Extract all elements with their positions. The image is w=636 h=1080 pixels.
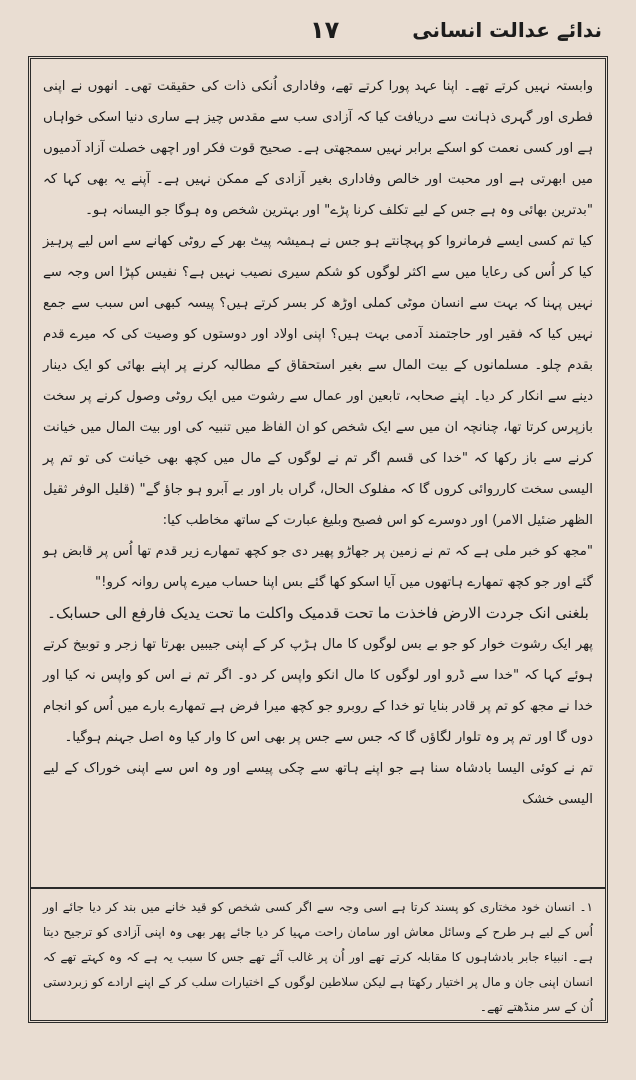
paragraph: پھر ایک رشوت خوار کو جو بے بس لوگوں کا مال ہڑپ کر کے اپنی جیبیں بھرتا تھا زجر و توبیخ کرتے ہوئے کہا کہ "خدا سے ڈرو اور لوگوں کا مال انکو واپس کر دو۔ اگر تم نے اس کو واپس نہ کیا اور خدا نے مجھ کو تم پر قادر بنایا تو خدا کے روبرو جو کچھ میرا فرض ہے تمھارے بارے میں اُس کو انجام دوں گا اور تم پر وہ تلوار لگاؤں گا کہ جس سے جس پر بھی اس کا وار کیا وہ اصل جہنم ہوگیا۔ [43,637,593,745]
main-text [43,71,593,931]
footnote-text: ۱۔ انسان خود مختاری کو پسند کرتا ہے اسی وجہ سے اگر کسی شخص کو قید خانے میں بند کر دیا جائے اور اُس کے لیے ہر طرح کے وسائل معاش اور سامان راحت مہیا کر دیا جائے پھر بھی وہ اپنی آزادی کو ترجیح دیتا ہے۔ انبیاء جابر بادشاہوں کا مقابلہ کرتے تھے اور اُن پر غالب آئے تھے جس کا سبب یہ ہے کہ وہ کہتے تھے کہ انسان اپنی جان و مال پر اختیار رکھتا ہے لیکن سلاطین لوگوں کے اختیارات سلب کر کے اپنے ارادے کو زبردستی اُن کے سر منڈھتے تھے۔ [43,900,593,1014]
running-title: ندائے عدالت انسانی [412,18,602,42]
page-header [20,12,614,54]
paragraph: تم نے کوئی الیسا بادشاہ سنا ہے جو اپنے ہاتھ سے چکی پیسے اور وہ اس سے اپنی خوراک کے لیے الیسی خشک [43,761,593,807]
arabic-quote: بلغنی انک جردت الارض فاخذت ما تحت قدمیک واکلت ما تحت یدیک فارفع الی حسابک۔ [47,604,589,622]
paragraph: وابستہ نہیں کرتے تھے۔ اپنا عہد پورا کرتے تھے، وفاداری اُنکی ذات کی حقیقت تھی۔ انھوں نے اپنی فطری اور گہری ذہانت سے دریافت کیا کہ آزادی سب سے مقدس چیز ہے ساری دنیا اسکی خواہاں ہے اور کسی نعمت کو اسکے برابر نہیں سمجھتی ہے۔ صحیح قوت فکر اور اچھی خصلت آزاد آدمیوں میں ابھرتی ہے اور محبت اور خالص وفاداری بغیر آزادی کے ممکن نہیں ہے۔ آپنے یہ بھی کہا کہ "بدترین بھائی وہ ہے جس کے لیے تکلف کرنا پڑے" اور بہترین شخص وہ ہوگا جو الیسانہ ہو۔ [43,79,593,218]
quoted-letter: "مجھ کو خبر ملی ہے کہ تم نے زمین پر جھاڑو پھیر دی جو کچھ تمھارے زیر قدم تھا اُس پر قابض ہو گئے اور جو کچھ تمھارے ہاتھوں میں آیا اسکو کھا گئے بس اپنا حساب میرے پاس روانہ کرو!" [43,544,593,590]
page-number: ۱۷ [310,16,340,44]
text-frame [28,56,608,1023]
paragraph: کیا تم کسی ایسے فرمانروا کو پہچانتے ہو جس نے ہمیشہ پیٹ بھر کے روٹی کھانے سے اس لیے پرہیز کیا کر اُس کی رعایا میں سے اکثر لوگوں کو شکم سیری نصیب نہیں ہے؟ نفیس کپڑا اس وجہ سے نہیں پہنا کہ بہت سے انسان موٹی کملی اوڑھ کر بسر کرتے ہیں؟ پیسہ کبھی اس سبب سے جمع نہیں کیا کہ فقیر اور حاجتمند آدمی بہت ہیں؟ اپنی اولاد اور دوستوں کو وصیت کی کہ میرے قدم بقدم چلو۔ مسلمانوں کے بیت المال سے بغیر استحقاق کے مطالبہ کرنے پر اپنے بھائی کو ایک دینار دینے سے انکار کر دیا۔ اپنے صحابہ، تابعین اور عمال سے رشوت میں ایک روٹی وصول کرنے پر سخت بازپرس کرتا تھا، چنانچہ ان میں سے ایک شخص کو ان الفاظ میں تنبیہ کی اور بیت المال میں خیانت کرنے سے باز رکھا کہ "خدا کی قسم اگر تم نے لوگوں کے مال میں کچھ بھی خیانت کی تو تم پر الیسی سخت کارروائی کروں گا کہ مفلوک الحال، گراں بار اور بے آبرو ہو جاؤ گے" (قلیل الوفر ثقیل الظهر ضئیل الامر) اور دوسرے کو اس فصیح وبلیغ عبارت کے ساتھ مخاطب کیا: [43,234,593,528]
footnote [31,887,605,1020]
